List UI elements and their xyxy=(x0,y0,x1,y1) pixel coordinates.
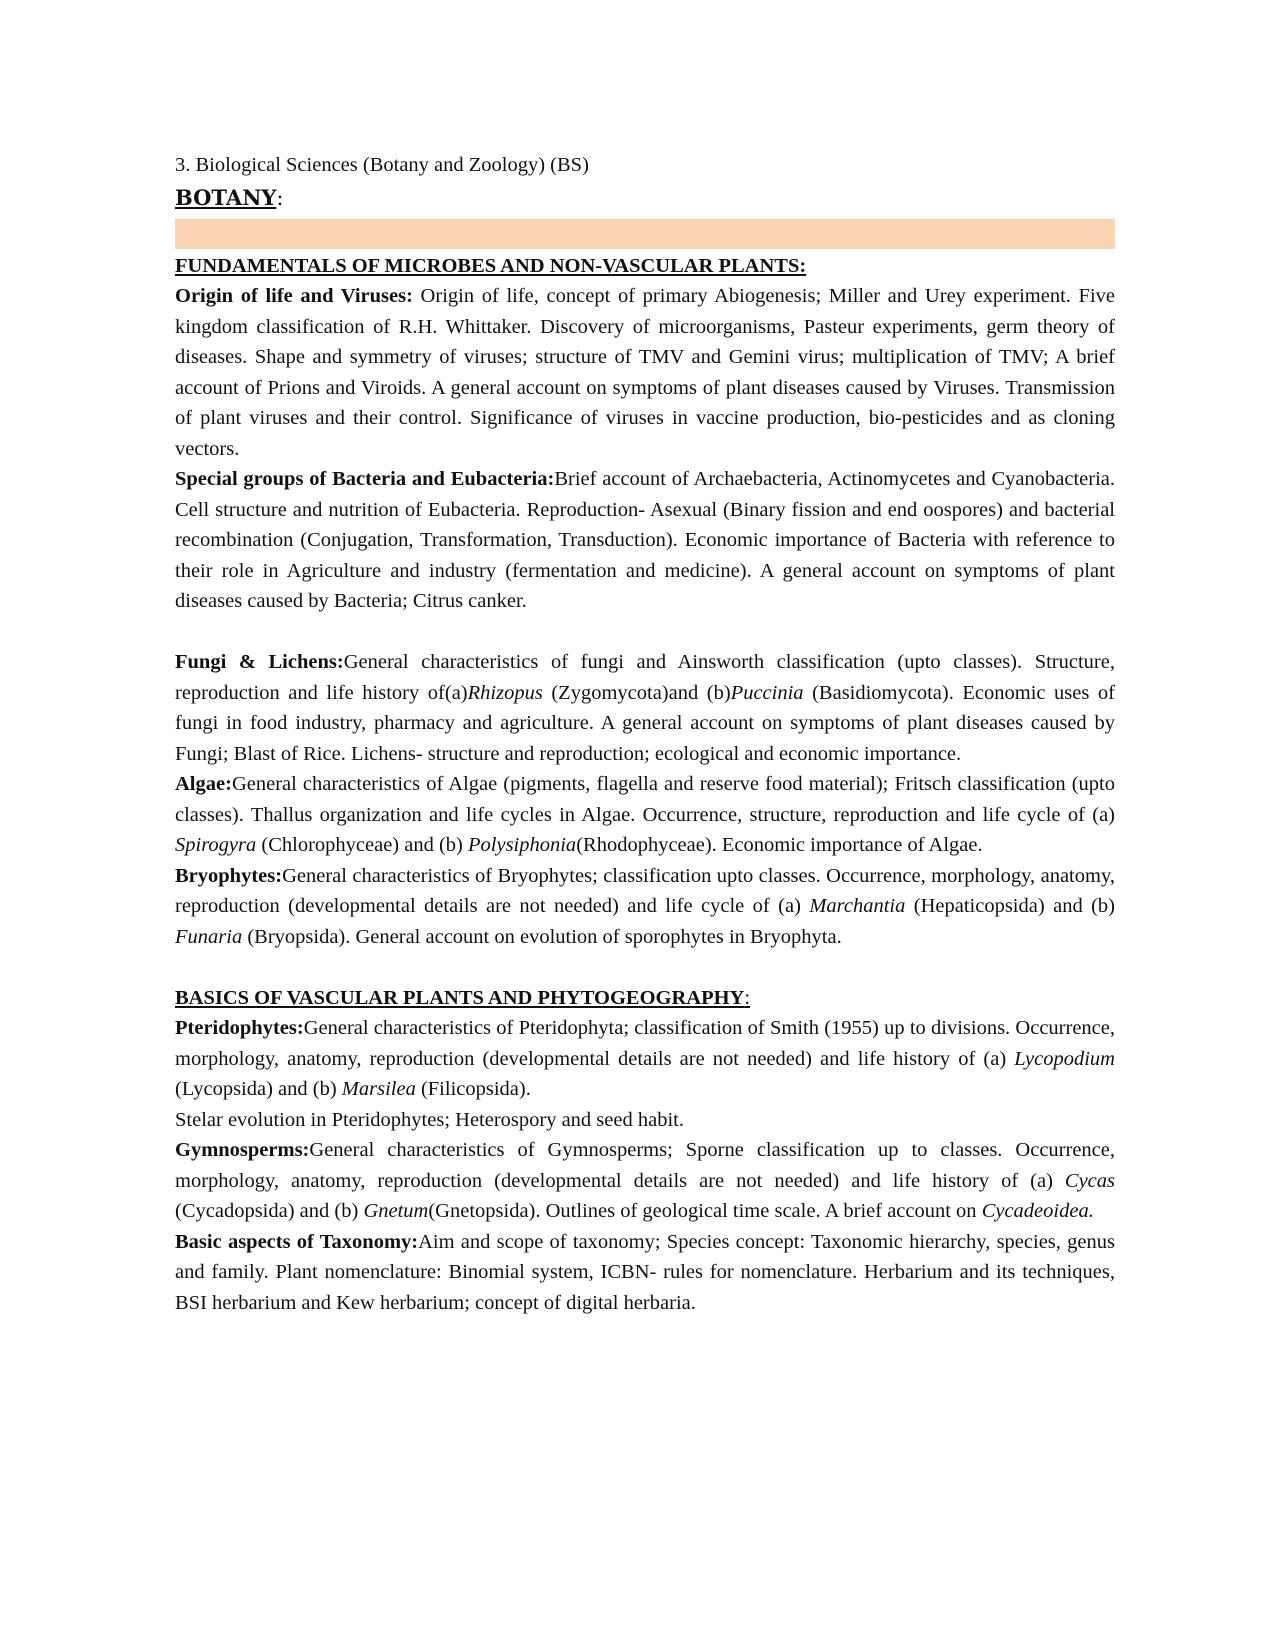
genus-name: Gnetum xyxy=(363,1200,429,1222)
genus-name: Marsilea xyxy=(341,1078,416,1100)
blank-line xyxy=(175,952,1115,983)
paragraph-text: (Chlorophyceae) and (b) xyxy=(256,834,468,856)
paragraph-text: (Filicopsida). xyxy=(415,1078,531,1100)
paragraph-text: General characteristics of fungi and Ainsworth classification (upto classes). Structure, reproduction and life history of(a) xyxy=(175,651,1115,704)
paragraph-fungi xyxy=(175,647,1115,769)
genus-name: Funaria xyxy=(175,925,243,948)
paragraph-text: (Gnetopsida). Outlines of geological time scale. A brief account on xyxy=(428,1200,982,1222)
paragraph-title: Bryophytes: xyxy=(175,864,283,887)
paragraph-origin-of-life xyxy=(175,281,1115,464)
genus-name: Spirogyra xyxy=(175,834,257,856)
subject-heading xyxy=(175,183,1115,215)
genus-name: Marchantia xyxy=(809,895,906,917)
section-heading-microbes: FUNDAMENTALS OF MICROBES AND NON-VASCULAR PLANTS: xyxy=(175,254,807,277)
paragraph-text: (Cycadopsida) and (b) xyxy=(175,1200,364,1222)
paragraph-pteridophytes xyxy=(175,1013,1115,1105)
paragraph-title: Pteridophytes: xyxy=(175,1017,304,1039)
genus-name: Cycas xyxy=(1064,1169,1115,1192)
genus-name: Cycadeoidea. xyxy=(981,1200,1094,1222)
highlight-band xyxy=(175,219,1115,249)
paragraph-title: Gymnosperms: xyxy=(175,1139,310,1161)
document-body xyxy=(175,150,1115,1318)
genus-name: Puccinia xyxy=(730,681,804,704)
paragraph-bacteria xyxy=(175,464,1115,617)
subject-colon: : xyxy=(276,185,284,210)
section-heading-text: BASICS OF VASCULAR PLANTS AND PHYTOGEOGRAPHY xyxy=(175,986,745,1009)
paragraph-text: Brief account of Archaebacteria, Actinomycetes and Cyanobacteria. Cell structure and nutrition of Eubacteria. Reproduction- Asexual (Binary fission and end oospores) and bacterial recombination (Conjugation, Transformation, Transduction). Economic importance of Bacteria with reference to their role in Agriculture and industry (fermentation and medicine). A general account on symptoms of plant diseases caused by Bacteria; Citrus canker. xyxy=(175,468,1115,612)
paragraph-title: Fungi & Lichens: xyxy=(175,651,344,673)
paragraph-title: Algae: xyxy=(175,773,232,795)
paragraph-stelar-evolution: Stelar evolution in Pteridophytes; Heterospory and seed habit. xyxy=(175,1108,684,1131)
paragraph-title: Basic aspects of Taxonomy: xyxy=(175,1230,419,1253)
paragraph-text: General characteristics of Algae (pigments, flagella and reserve food material); Fritsch classification (upto classes). Thallus organization and life cycles in Algae. Occurrence, structure, reproduction and life cycle of (a) xyxy=(175,773,1115,826)
genus-name: Rhizopus xyxy=(467,681,543,704)
paragraph-text: (Bryopsida). General account on evolution of sporophytes in Bryophyta. xyxy=(242,925,842,948)
paragraph-title: Origin of life and Viruses: xyxy=(175,285,413,307)
paragraph-text: (Hepaticopsida) and (b) xyxy=(905,895,1115,917)
paragraph-title: Special groups of Bacteria and Eubacteria: xyxy=(175,468,555,490)
paragraph-algae xyxy=(175,769,1115,861)
section-heading-vascular xyxy=(175,983,1115,1014)
paragraph-text: Aim and scope of taxonomy; Species concept: Taxonomic hierarchy, species, genus and family. Plant nomenclature: Binomial system, ICBN- rules for nomenclature. Herbarium and its techniques, BSI herbarium and Kew herbarium; concept of digital herbaria. xyxy=(175,1230,1115,1314)
genus-name: Polysiphonia xyxy=(468,834,577,856)
paragraph-text: General characteristics of Pteridophyta; classification of Smith (1955) up to divisions. Occurrence, morphology, anatomy, reproduction (developmental details are not needed) and life history of (a) xyxy=(175,1017,1115,1070)
paragraph-text: (Basidiomycota). Economic uses of fungi in food industry, pharmacy and agriculture. A general account on symptoms of plant diseases caused by Fungi; Blast of Rice. Lichens- structure and reproduction; ecological and economic importance. xyxy=(175,681,1115,765)
paragraph-bryophytes xyxy=(175,861,1115,953)
paragraph-text: General characteristics of Bryophytes; classification upto classes. Occurrence, morphology, anatomy, reproduction (developmental details are not needed) and life cycle of (a) xyxy=(175,864,1115,917)
course-title: 3. Biological Sciences (Botany and Zoology) (BS) xyxy=(175,154,589,176)
paragraph-taxonomy xyxy=(175,1227,1115,1319)
blank-line xyxy=(175,617,1115,648)
paragraph-text: General characteristics of Gymnosperms; Sporne classification up to classes. Occurrence, morphology, anatomy, reproduction (developmental details are not needed) and life history of (a) xyxy=(175,1139,1115,1192)
paragraph-gymnosperms xyxy=(175,1135,1115,1227)
paragraph-text: (Zygomycota)and (b) xyxy=(542,681,731,704)
paragraph-text: (Lycopsida) and (b) xyxy=(175,1078,342,1100)
section-heading-colon: : xyxy=(744,986,751,1009)
subject-title: BOTANY xyxy=(175,184,277,210)
paragraph-text: (Rhodophyceae). Economic importance of Algae. xyxy=(576,834,983,856)
paragraph-text: Origin of life, concept of primary Abiogenesis; Miller and Urey experiment. Five kingdom classification of R.H. Whittaker. Discovery of microorganisms, Pasteur experiments, germ theory of diseases. Shape and symmetry of viruses; structure of TMV and Gemini virus; multiplication of TMV; A brief account of Prions and Viroids. A general account on symptoms of plant diseases caused by Viruses. Transmission of plant viruses and their control. Significance of viruses in vaccine production, bio-pesticides and as cloning vectors. xyxy=(175,285,1115,460)
genus-name: Lycopodium xyxy=(1014,1047,1115,1070)
